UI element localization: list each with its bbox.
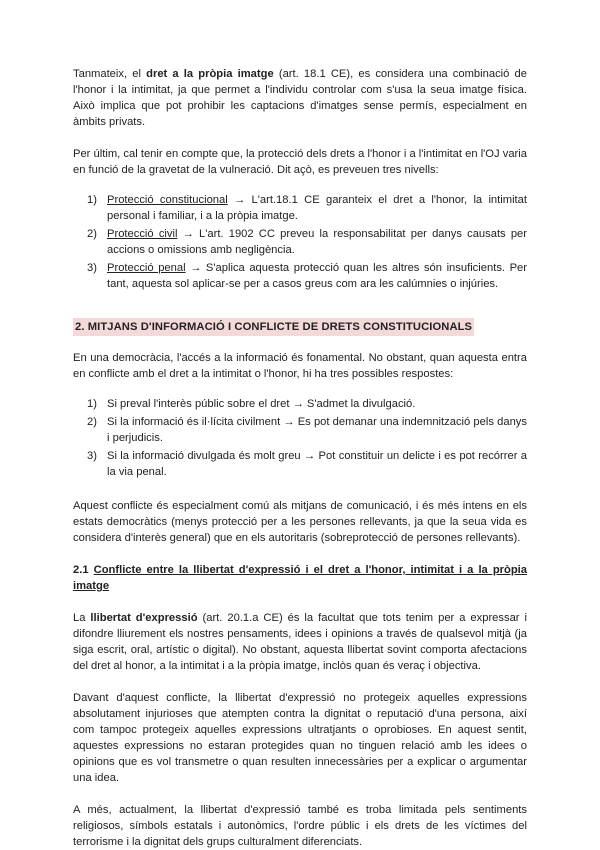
paragraph-current-limits: A més, actualment, la llibertat d'expressió també es troba limitada pels sentiments religiosos, símbols estatals i autonòmics, l'ordre públic i els drets de les víctimes del terrorisme i la dignitat dels grups culturalment diferenciats.: [73, 804, 527, 848]
list-item: 2) Protecció civil → L'art. 1902 CC preveu la responsabilitat per danys causats per accions o omissions amb negligència.: [87, 228, 528, 256]
list-item-title: Protecció constitucional: [107, 194, 228, 206]
bold-term-freedom-of-expression: llibertat d'expressió: [90, 612, 198, 624]
protection-levels-list: [73, 192, 527, 292]
section-2-title: 2. MITJANS D'INFORMACIÓ I CONFLICTE DE DRETS CONSTITUCIONALS: [73, 318, 474, 336]
list-item: 2) Si la informació és il·lícita civilment → Es pot demanar una indemnització pels danys i perjudicis.: [87, 416, 527, 444]
responses-list: [73, 396, 527, 480]
paragraph-protection-levels: Per últim, cal tenir en compte que, la protecció dels drets a l'honor i a l'intimitat en l'OJ varia en funció de la gravetat de la vulneració. Dit açò, es preveuen tres nivells:: [73, 148, 527, 176]
list-item: 3) Protecció penal → S'aplica aquesta protecció quan les altres són insuficients. Per tant, aquesta sol aplicar-se per a casos greus com ara les calúmnies o injúries.: [87, 262, 528, 290]
section-heading: [73, 318, 527, 336]
list-item: 1) Protecció constitucional → L'art.18.1 CE garanteix el dret a l'honor, la intimitat personal i familiar, i a la pròpia imatge.: [87, 194, 527, 222]
bold-term-image-right: dret a la pròpia imatge: [146, 68, 274, 80]
paragraph-information-access: En una democràcia, l'accés a la informació és fonamental. No obstant, quan aquesta entra en conflicte amb el dret a la intimitat o l'honor, hi ha tres possibles respostes:: [73, 352, 527, 380]
document-content: [73, 66, 527, 850]
paragraph-conflict-limits: Davant d'aquest conflicte, la llibertat d'expressió no protegeix aquelles expressions absolutament injurioses que atempten contra la dignitat o reputació d'una persona, així com tampoc protegeix aquelles expressions ultratjants o oprobioses. En aquest sentit, aquestes expressions no estaran protegides quan no tinguen relació amb les idees o opinions que es vol transmetre o quan resulten innecessàries per a explicar o argumentar una idea.: [73, 692, 527, 784]
paragraph-freedom-of-expression: La llibertat d'expressió (art. 20.1.a CE) és la facultat que tots tenim per a expressar i difondre lliurement els nostres pensaments, idees i opinions a través de qualsevol mitjà (ja siga escrit, oral, artístic o digital). No obstant, aquesta llibertat sovint comporta afectacions del dret al honor, a la intimitat i a la pròpia imatge, inclòs quan és veraç i objectiva.: [73, 612, 527, 672]
subsection-2-1-title: 2.1 Conflicte entre la llibertat d'expressió i el dret a l'honor, intimitat i a la pròpia imatge: [73, 564, 527, 592]
list-item: 1) Si preval l'interès públic sobre el dret → S'admet la divulgació.: [87, 398, 416, 410]
paragraph-media-conflict: Aquest conflicte és especialment comú als mitjans de comunicació, i és més intens en els estats democràtics (menys protecció per a les persones rellevants, ja que la seua vida es considera d'interès general) que en els autoritaris (sobreprotecció de persones rellevants).: [73, 500, 527, 544]
list-item: 3) Si la informació divulgada és molt greu → Pot constituir un delicte i es pot recórrer a la via penal.: [87, 450, 527, 478]
paragraph-image-right: Tanmateix, el dret a la pròpia imatge (art. 18.1 CE), es considera una combinació de l'honor i la intimitat, ja que permet a l'individu controlar com s'usa la seua imatge física. Això implica que pot prohibir les captacions d'imatges sense permís, especialment en àmbits privats.: [73, 68, 527, 128]
list-item-title: Protecció penal: [107, 262, 186, 274]
list-item-title: Protecció civil: [107, 228, 178, 240]
